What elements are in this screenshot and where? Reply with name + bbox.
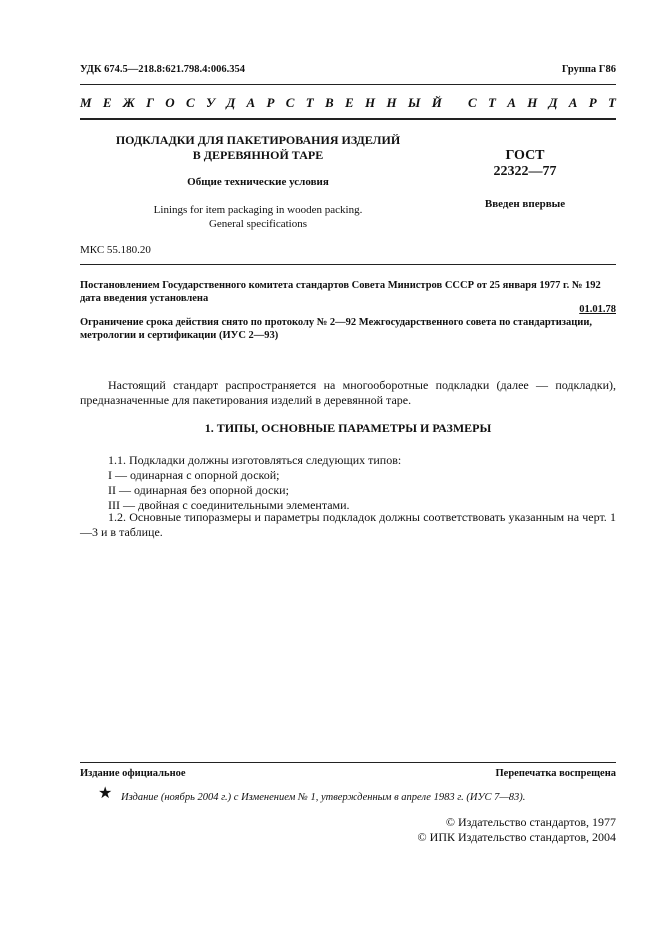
- banner-letter: Ж: [122, 95, 135, 110]
- banner-letter: Е: [102, 95, 112, 110]
- english-title: [80, 203, 436, 231]
- gost-designation: [450, 148, 600, 180]
- document-subtitle: Общие технические условия: [187, 176, 329, 188]
- interstate-standard-banner: [80, 95, 616, 111]
- limitation-line: Ограничение срока действия снято по протоколу № 2—92 Межгосударственного совета по стандартизации,: [80, 317, 593, 328]
- decree-text: [80, 279, 616, 305]
- type-3-item: III — двойная с соединительными элементами.: [108, 498, 350, 512]
- banner-word-standard: [468, 95, 616, 111]
- banner-letter: Й: [431, 95, 442, 110]
- banner-letter: С: [468, 95, 477, 110]
- mks-code: МКС 55.180.20: [80, 244, 151, 256]
- udk-code: УДК 674.5—218.8:621.798.4:006.354: [80, 64, 245, 75]
- limitation-text: [80, 316, 616, 342]
- group-code: Группа Г86: [561, 64, 616, 75]
- banner-letter: Д: [548, 95, 558, 110]
- banner-letter: Н: [365, 95, 376, 110]
- intro-paragraph: Настоящий стандарт распространяется на многооборотные подкладки (далее — подкладки), предназначенные для пакетирования изделий в деревянной таре.: [80, 378, 616, 407]
- banner-letter: А: [507, 95, 516, 110]
- banner-letter: Ы: [407, 95, 421, 110]
- star-icon: ★: [98, 785, 113, 802]
- effective-date: 01.01.78: [579, 304, 616, 315]
- banner-letter: Д: [226, 95, 236, 110]
- top-rule: [80, 84, 616, 85]
- introduced-note: Введен впервые: [484, 198, 566, 210]
- section-heading: 1. ТИПЫ, ОСНОВНЫЕ ПАРАМЕТРЫ И РАЗМЕРЫ: [204, 421, 492, 435]
- banner-letter: Н: [386, 95, 397, 110]
- clause-1-2: 1.2. Основные типоразмеры и параметры подкладок должны соответствовать указанным на черт. 1—3 и в таблице.: [80, 510, 616, 539]
- footer-rule: [80, 762, 616, 763]
- banner-letter: Н: [527, 95, 538, 110]
- mks-rule: [80, 264, 616, 265]
- banner-letter: С: [185, 95, 195, 110]
- limitation-line: метрологии и сертификации (ИУС 2—93): [80, 330, 279, 341]
- banner-rule: [80, 118, 616, 120]
- decree-line: дата введения установлена: [80, 293, 209, 304]
- banner-letter: Е: [345, 95, 354, 110]
- banner-letter: Т: [608, 95, 616, 110]
- official-edition-label: Издание официальное: [80, 768, 186, 779]
- banner-letter: М: [80, 95, 92, 110]
- reprint-prohibited-label: Перепечатка воспрещена: [495, 768, 616, 779]
- banner-letter: Р: [266, 95, 275, 110]
- document-title: [80, 133, 436, 163]
- decree-line: Постановлением Государственного комитета стандартов Совета Министров СССР от 25 января 1977 г. № 192: [80, 280, 601, 291]
- title-line: В ДЕРЕВЯННОЙ ТАРЕ: [192, 148, 324, 162]
- banner-letter: А: [246, 95, 256, 110]
- english-title-line: Linings for item packaging in wooden packing.: [153, 204, 363, 216]
- banner-letter: Т: [305, 95, 314, 110]
- copyright-1977: © Издательство стандартов, 1977: [445, 815, 616, 829]
- banner-letter: А: [568, 95, 578, 110]
- type-1-item: I — одинарная с опорной доской;: [108, 468, 280, 482]
- gost-number: 22322—77: [493, 164, 557, 179]
- gost-label: ГОСТ: [505, 148, 545, 163]
- title-line: ПОДКЛАДКИ ДЛЯ ПАКЕТИРОВАНИЯ ИЗДЕЛИЙ: [115, 133, 401, 147]
- banner-letter: У: [205, 95, 216, 110]
- banner-letter: Р: [588, 95, 597, 110]
- clause-1-1: 1.1. Подкладки должны изготовляться следующих типов:: [108, 453, 402, 467]
- banner-letter: Т: [487, 95, 496, 110]
- banner-word-interstate: [80, 95, 442, 111]
- banner-letter: В: [325, 95, 334, 110]
- copyright-2004: © ИПК Издательство стандартов, 2004: [417, 830, 616, 844]
- english-title-line: General specifications: [208, 218, 308, 230]
- banner-letter: О: [165, 95, 175, 110]
- banner-letter: С: [285, 95, 295, 110]
- edition-note: Издание (ноябрь 2004 г.) с Изменением № 1, утвержденным в апреле 1983 г. (ИУС 7—83).: [121, 792, 526, 803]
- banner-letter: Г: [146, 95, 154, 110]
- type-2-item: II — одинарная без опорной доски;: [108, 483, 289, 497]
